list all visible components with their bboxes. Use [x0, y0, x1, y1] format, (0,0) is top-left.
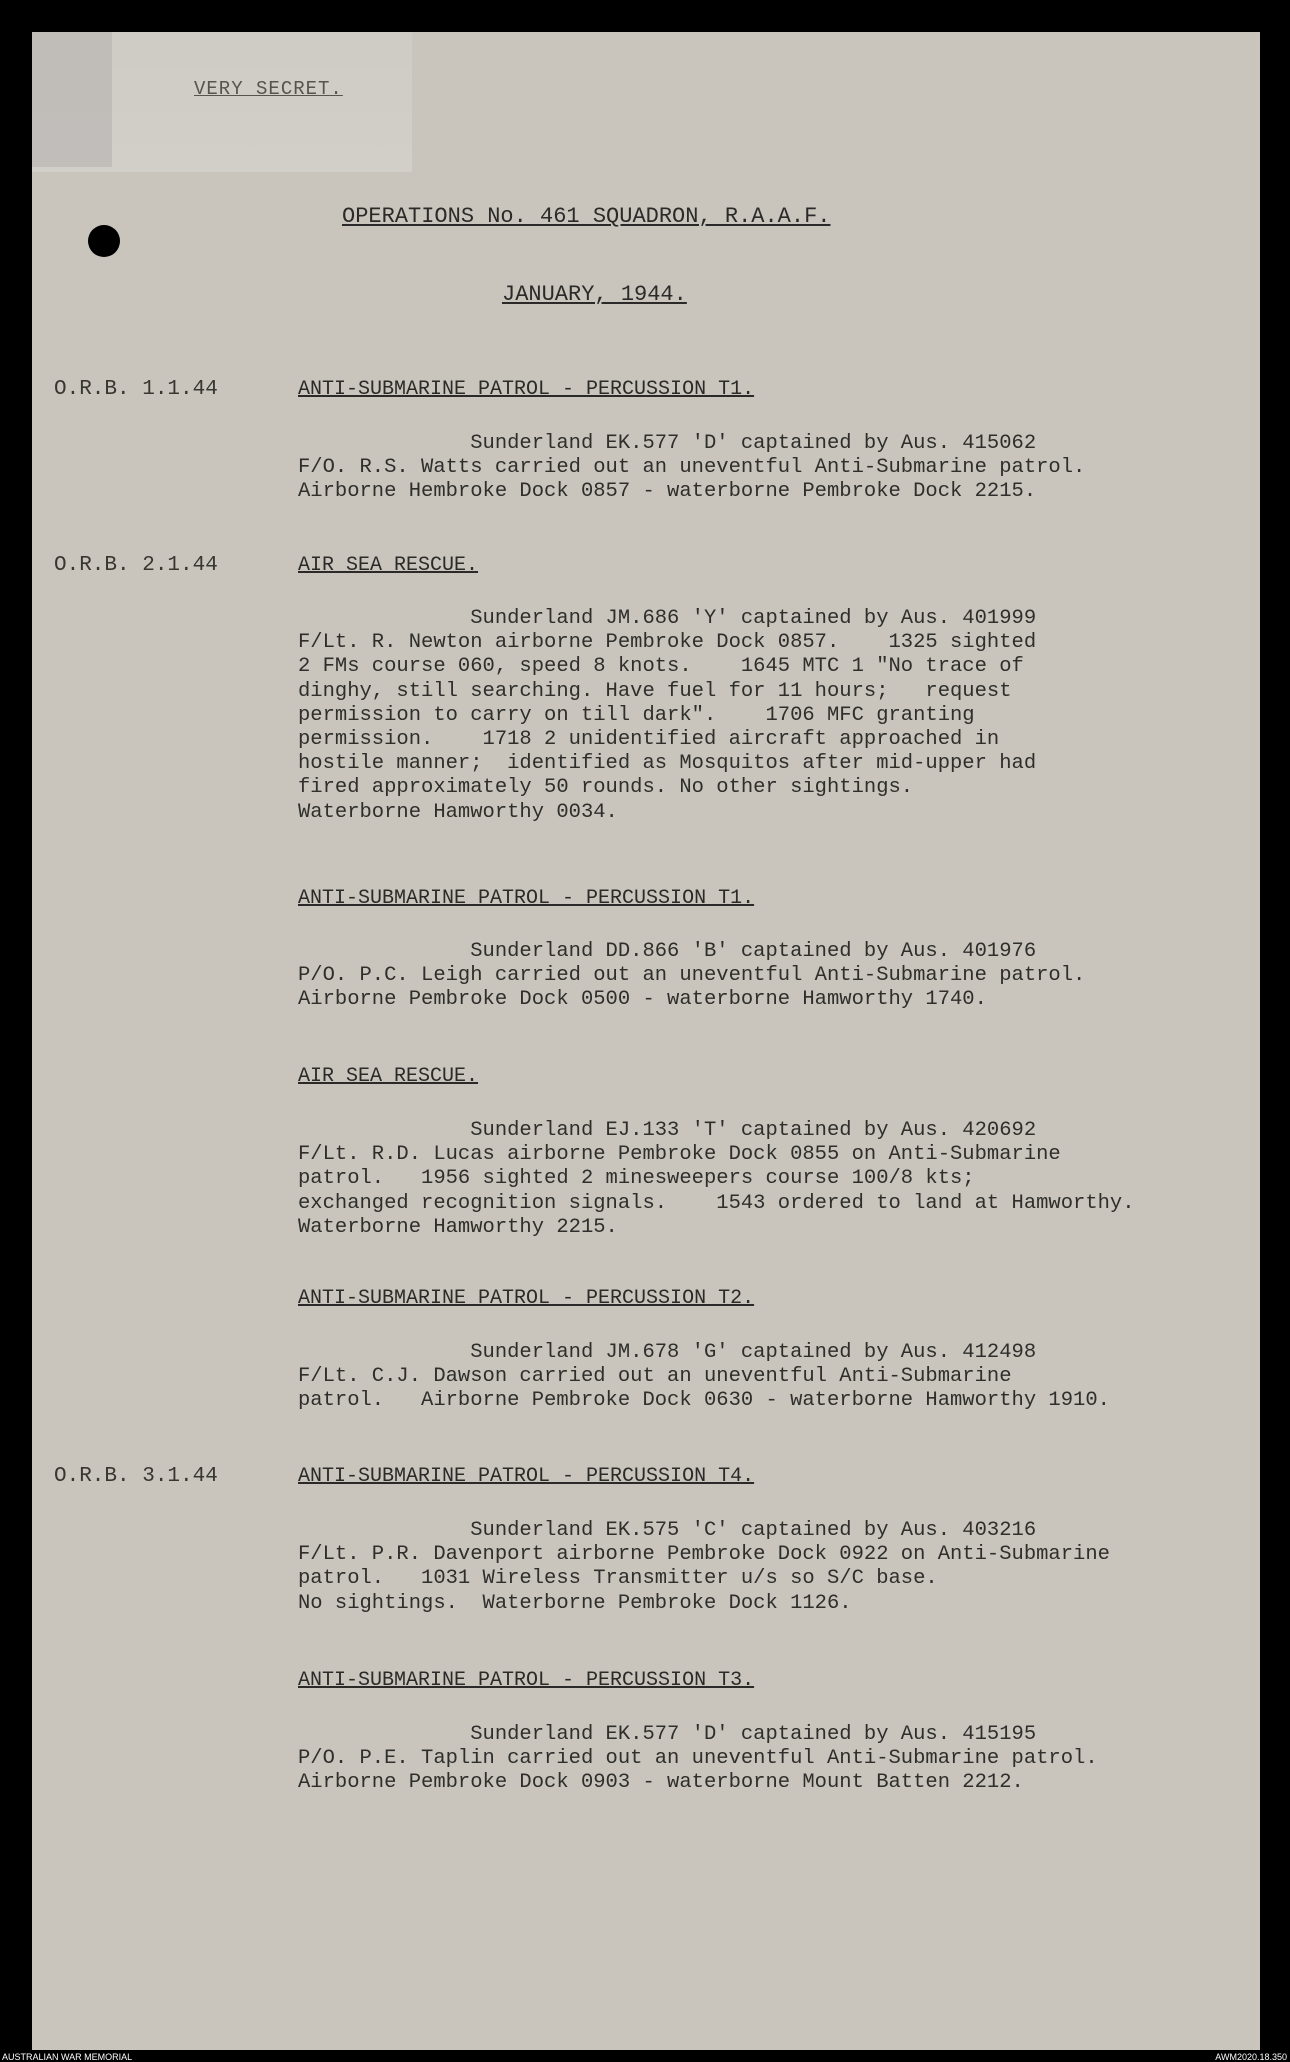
entry-line: Waterborne Hamworthy 0034.	[298, 800, 618, 824]
entry-line: 2 FMs course 060, speed 8 knots. 1645 MTC 1 "No trace of	[298, 655, 1024, 679]
entry-body	[298, 607, 1178, 825]
entry-heading: ANTI-SUBMARINE PATROL - PERCUSSION T3.	[298, 1669, 755, 1692]
orb-ref-2: O.R.B. 2.1.44	[54, 554, 218, 577]
document-page	[32, 32, 1260, 2050]
entry-heading: ANTI-SUBMARINE PATROL - PERCUSSION T1.	[298, 378, 755, 401]
entry-heading: ANTI-SUBMARINE PATROL - PERCUSSION T1.	[298, 887, 755, 910]
entry-line: hostile manner; identified as Mosquitos after mid-upper had	[298, 752, 1037, 776]
entry-line: F/Lt. P.R. Davenport airborne Pembroke Dock 0922 on Anti-Submarine	[298, 1543, 1110, 1567]
entry-line: F/Lt. C.J. Dawson carried out an uneventful Anti-Submarine	[298, 1365, 1012, 1389]
entry-line: exchanged recognition signals. 1543 ordered to land at Hamworthy.	[298, 1191, 1135, 1215]
entry-line: Sunderland DD.866 'B' captained by Aus. 401976	[298, 940, 1037, 963]
entry-line: patrol. 1031 Wireless Transmitter u/s so S/C base.	[298, 1567, 938, 1591]
classification-mark: VERY SECRET.	[194, 78, 343, 100]
entry-body	[298, 1341, 1178, 1414]
tape-overlay-edge	[32, 32, 112, 167]
orb-ref-1: O.R.B. 1.1.44	[54, 378, 218, 401]
entry-line: No sightings. Waterborne Pembroke Dock 1126.	[298, 1591, 852, 1615]
entry-body	[298, 1723, 1178, 1796]
entry-line: fired approximately 50 rounds. No other sightings.	[298, 776, 914, 800]
entry-line: Airborne Pembroke Dock 0903 - waterborne Mount Batten 2212.	[298, 1771, 1024, 1795]
entry-line: patrol. Airborne Pembroke Dock 0630 - waterborne Hamworthy 1910.	[298, 1389, 1110, 1413]
entry-line: patrol. 1956 sighted 2 minesweepers course 100/8 kts;	[298, 1167, 975, 1191]
entry-line: Sunderland EK.577 'D' captained by Aus. 415195	[298, 1723, 1037, 1746]
entry-heading: ANTI-SUBMARINE PATROL - PERCUSSION T2.	[298, 1287, 755, 1310]
entry-line: Waterborne Hamworthy 2215.	[298, 1215, 618, 1239]
document-month: JANUARY, 1944.	[502, 282, 687, 307]
orb-ref-3: O.R.B. 3.1.44	[54, 1465, 218, 1488]
entry-line: P/O. P.E. Taplin carried out an uneventful Anti-Submarine patrol.	[298, 1747, 1098, 1771]
footer-institution: AUSTRALIAN WAR MEMORIAL	[2, 2052, 133, 2062]
entry-line: F/O. R.S. Watts carried out an uneventful Anti-Submarine patrol.	[298, 456, 1086, 480]
entry-body	[298, 432, 1178, 505]
entry-line: F/Lt. R.D. Lucas airborne Pembroke Dock 0855 on Anti-Submarine	[298, 1143, 1061, 1167]
document-title: OPERATIONS No. 461 SQUADRON, R.A.A.F.	[342, 204, 831, 229]
entry-line: F/Lt. R. Newton airborne Pembroke Dock 0857. 1325 sighted	[298, 631, 1037, 655]
entry-heading: AIR SEA RESCUE.	[298, 554, 479, 577]
entry-line: permission. 1718 2 unidentified aircraft approached in	[298, 728, 1000, 752]
entry-line: P/O. P.C. Leigh carried out an uneventful Anti-Submarine patrol.	[298, 964, 1086, 988]
entry-body	[298, 940, 1178, 1013]
entry-line: Sunderland EK.577 'D' captained by Aus. 415062	[298, 432, 1037, 455]
entry-line: dinghy, still searching. Have fuel for 11 hours; request	[298, 679, 1012, 703]
entry-line: permission to carry on till dark". 1706 MFC granting	[298, 703, 975, 727]
entry-line: Sunderland EJ.133 'T' captained by Aus. 420692	[298, 1119, 1037, 1142]
entry-line: Sunderland JM.686 'Y' captained by Aus. 401999	[298, 607, 1037, 630]
entry-line: Airborne Pembroke Dock 0500 - waterborne Hamworthy 1740.	[298, 988, 987, 1012]
entry-body	[298, 1119, 1178, 1240]
footer-accession: AWM2020.18.350	[1215, 2052, 1287, 2062]
entry-line: Airborne Hembroke Dock 0857 - waterborne Pembroke Dock 2215.	[298, 480, 1037, 504]
punch-hole	[88, 225, 120, 257]
entry-body	[298, 1519, 1178, 1616]
entry-line: Sunderland EK.575 'C' captained by Aus. 403216	[298, 1519, 1037, 1542]
entry-heading: ANTI-SUBMARINE PATROL - PERCUSSION T4.	[298, 1465, 755, 1488]
entry-line: Sunderland JM.678 'G' captained by Aus. 412498	[298, 1341, 1037, 1364]
entry-heading: AIR SEA RESCUE.	[298, 1065, 479, 1088]
